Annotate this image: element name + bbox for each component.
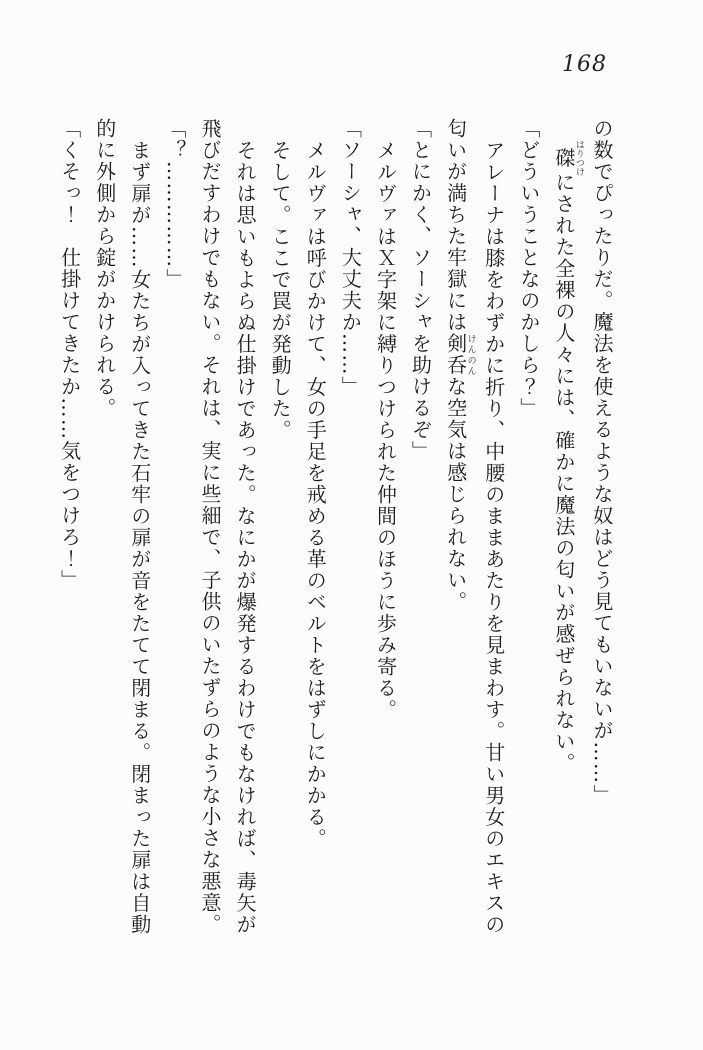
text-run: 「どういうことなのかしら？」: [516, 118, 541, 419]
text-run: メルヴァは呼びかけて、女の手足を戒める革のベルトをはずしにかかる。: [303, 140, 328, 850]
text-line-4: [476, 118, 511, 982]
text-line-7: [367, 118, 402, 982]
text-run: 「？……………」: [162, 118, 187, 290]
text-run: にされた全裸の人々には、確かに魔法の匂いが感ぜられない。: [551, 172, 576, 774]
text-line-12: [192, 118, 227, 960]
text-line-9: [297, 118, 332, 982]
page-number: 168: [562, 52, 607, 77]
text-run: 的に外側から錠がかけられる。: [92, 118, 117, 419]
furigana-reading: はりつけ: [573, 140, 584, 176]
text-run: 「くそっ！ 仕掛けてきたか……気をつけろ！」: [57, 118, 82, 591]
text-run: メルヴァはＸ字架に縛りつけられた仲間のほうに歩み寄る。: [373, 140, 398, 721]
text-line-2: [546, 118, 584, 982]
text-run: それは思いもよらぬ仕掛けであった。なにかが爆発するわけでもなければ、毒矢が: [233, 140, 258, 936]
text-line-3: [511, 118, 546, 960]
text-line-14: [122, 118, 157, 982]
text-run: 匂いが満ちた牢獄には: [443, 118, 468, 333]
furigana-word: 剣呑けんのん: [443, 333, 476, 376]
text-line-10: [262, 118, 297, 982]
text-run: 飛びだすわけでもない。それは、実に些細で、子供のいたずらのような小さな悪意。: [197, 118, 222, 935]
text-line-1: [584, 118, 619, 960]
text-line-11: [227, 118, 262, 982]
furigana-word: 磔はりつけ: [551, 140, 584, 176]
text-run: まず扉が……女たちが入ってきた石牢の扉が音をたてて閉まる。閉まった扉は自動: [127, 140, 152, 936]
text-line-8: [332, 118, 367, 960]
text-run: 「とにかく、ソーシャを助けるぞ」: [408, 118, 433, 462]
text-line-5: [438, 118, 476, 960]
text-run: の数でぴったりだ。魔法を使えるような奴はどう見てもいないが……」: [590, 118, 614, 806]
text-run: そして。ここで罠が発動した。: [268, 140, 293, 441]
text-run: な空気は感じられない。: [443, 376, 468, 613]
text-line-15: [87, 118, 122, 960]
furigana-reading: けんのん: [465, 333, 476, 376]
text-line-6: [402, 118, 437, 960]
text-line-13: [157, 118, 192, 960]
text-block: [57, 118, 619, 978]
text-run: アレーナは膝をわずかに折り、中腰のままあたりを見まわす。甘い男女のエキスの: [481, 140, 506, 936]
text-line-16: [52, 118, 87, 960]
text-run: 「ソーシャ、大丈夫か……」: [338, 118, 363, 398]
